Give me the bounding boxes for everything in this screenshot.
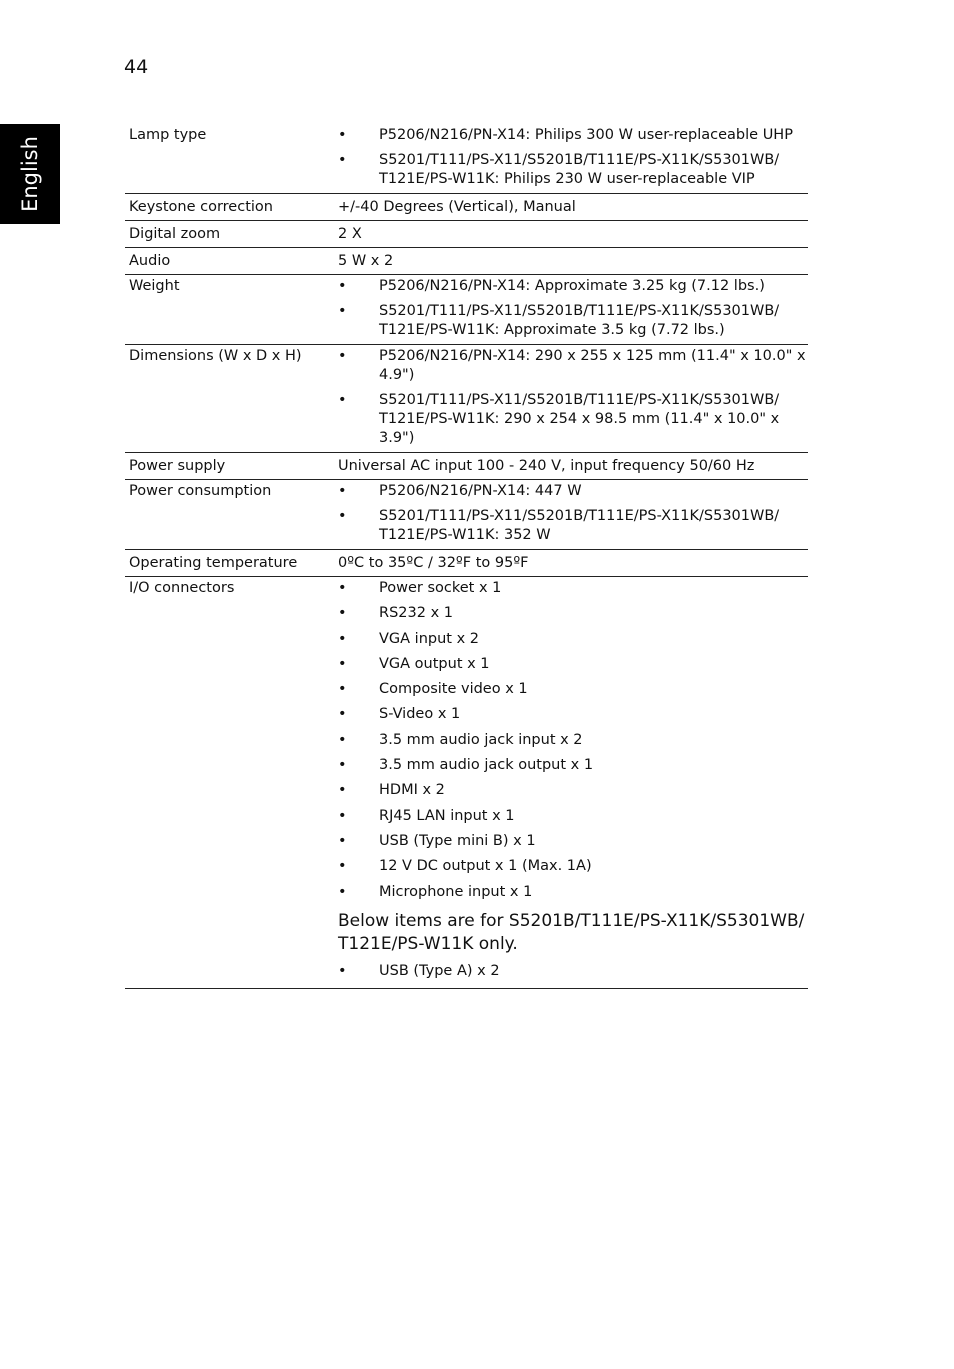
spec-row-digital-zoom xyxy=(125,221,808,248)
page-number: 44 xyxy=(124,56,149,78)
spec-label: Keystone correction xyxy=(129,199,273,215)
spec-label: Power supply xyxy=(129,458,226,474)
list-item: • P5206/N216/PN-X14: Approximate 3.25 kg (7.12 lbs.) xyxy=(338,277,808,296)
spec-label: Operating temperature xyxy=(129,555,298,571)
spec-row-dimensions xyxy=(125,345,808,453)
spec-row-keystone xyxy=(125,194,808,221)
list-item: • S5201/T111/PS-X11/S5201B/T111E/PS-X11K/S5301WB/ T121E/PS-W11K: 352 W xyxy=(338,507,808,545)
list-item: • 12 V DC output x 1 (Max. 1A) xyxy=(338,857,808,876)
spec-label: Audio xyxy=(129,253,171,269)
spec-bullet-list xyxy=(338,277,808,340)
list-item: • VGA output x 1 xyxy=(338,655,808,674)
spec-label: Weight xyxy=(129,278,180,294)
list-item: • P5206/N216/PN-X14: Philips 300 W user-replaceable UHP xyxy=(338,126,808,145)
list-item: • S5201/T111/PS-X11/S5201B/T111E/PS-X11K/S5301WB/ T121E/PS-W11K: Approximate 3.5 kg (7.72 lbs.) xyxy=(338,302,808,340)
list-item: • P5206/N216/PN-X14: 290 x 255 x 125 mm (11.4" x 10.0" x 4.9") xyxy=(338,347,808,385)
spec-row-lamp-type xyxy=(125,124,808,194)
list-item: • Microphone input x 1 xyxy=(338,883,808,902)
spec-row-weight xyxy=(125,275,808,345)
list-item: • P5206/N216/PN-X14: 447 W xyxy=(338,482,808,501)
spec-bullet-list xyxy=(338,482,808,545)
specifications-table xyxy=(125,124,808,989)
list-item: • HDMI x 2 xyxy=(338,781,808,800)
spec-value: +/-40 Degrees (Vertical), Manual xyxy=(338,199,576,215)
spec-value: Universal AC input 100 - 240 V, input frequency 50/60 Hz xyxy=(338,458,755,474)
spec-label: I/O connectors xyxy=(129,580,235,596)
list-item: • VGA input x 2 xyxy=(338,630,808,649)
spec-label: Digital zoom xyxy=(129,226,221,242)
spec-bullet-list xyxy=(338,126,808,189)
list-item: • USB (Type mini B) x 1 xyxy=(338,832,808,851)
spec-bullet-list xyxy=(338,347,808,448)
spec-label: Lamp type xyxy=(129,127,207,143)
spec-bullet-list xyxy=(338,579,808,902)
language-tab xyxy=(0,124,60,224)
list-item: • Power socket x 1 xyxy=(338,579,808,598)
list-item: • RS232 x 1 xyxy=(338,604,808,623)
list-item: • 3.5 mm audio jack output x 1 xyxy=(338,756,808,775)
spec-label: Power consumption xyxy=(129,483,272,499)
spec-row-power-supply xyxy=(125,453,808,480)
model-note: Below items are for S5201B/T111E/PS-X11K/S5301WB/ T121E/PS-W11K only. xyxy=(338,910,805,954)
language-tab-label: English xyxy=(18,136,42,212)
spec-row-operating-temperature xyxy=(125,550,808,577)
spec-row-audio xyxy=(125,248,808,275)
spec-value: 0ºC to 35ºC / 32ºF to 95ºF xyxy=(338,555,529,571)
list-item: • S5201/T111/PS-X11/S5201B/T111E/PS-X11K/S5301WB/ T121E/PS-W11K: 290 x 254 x 98.5 mm (11.4" x 10.0" x 3.9") xyxy=(338,391,808,448)
list-item: • RJ45 LAN input x 1 xyxy=(338,807,808,826)
spec-bullet-list xyxy=(338,962,808,981)
spec-row-io-connectors xyxy=(125,577,808,989)
list-item: • 3.5 mm audio jack input x 2 xyxy=(338,731,808,750)
spec-value: 2 X xyxy=(338,226,362,242)
spec-row-power-consumption xyxy=(125,480,808,550)
list-item: • S-Video x 1 xyxy=(338,705,808,724)
list-item: • USB (Type A) x 2 xyxy=(338,962,808,981)
spec-value: 5 W x 2 xyxy=(338,253,394,269)
list-item: • S5201/T111/PS-X11/S5201B/T111E/PS-X11K/S5301WB/ T121E/PS-W11K: Philips 230 W user-replaceable VIP xyxy=(338,151,808,189)
list-item: • Composite video x 1 xyxy=(338,680,808,699)
spec-label: Dimensions (W x D x H) xyxy=(129,348,302,364)
